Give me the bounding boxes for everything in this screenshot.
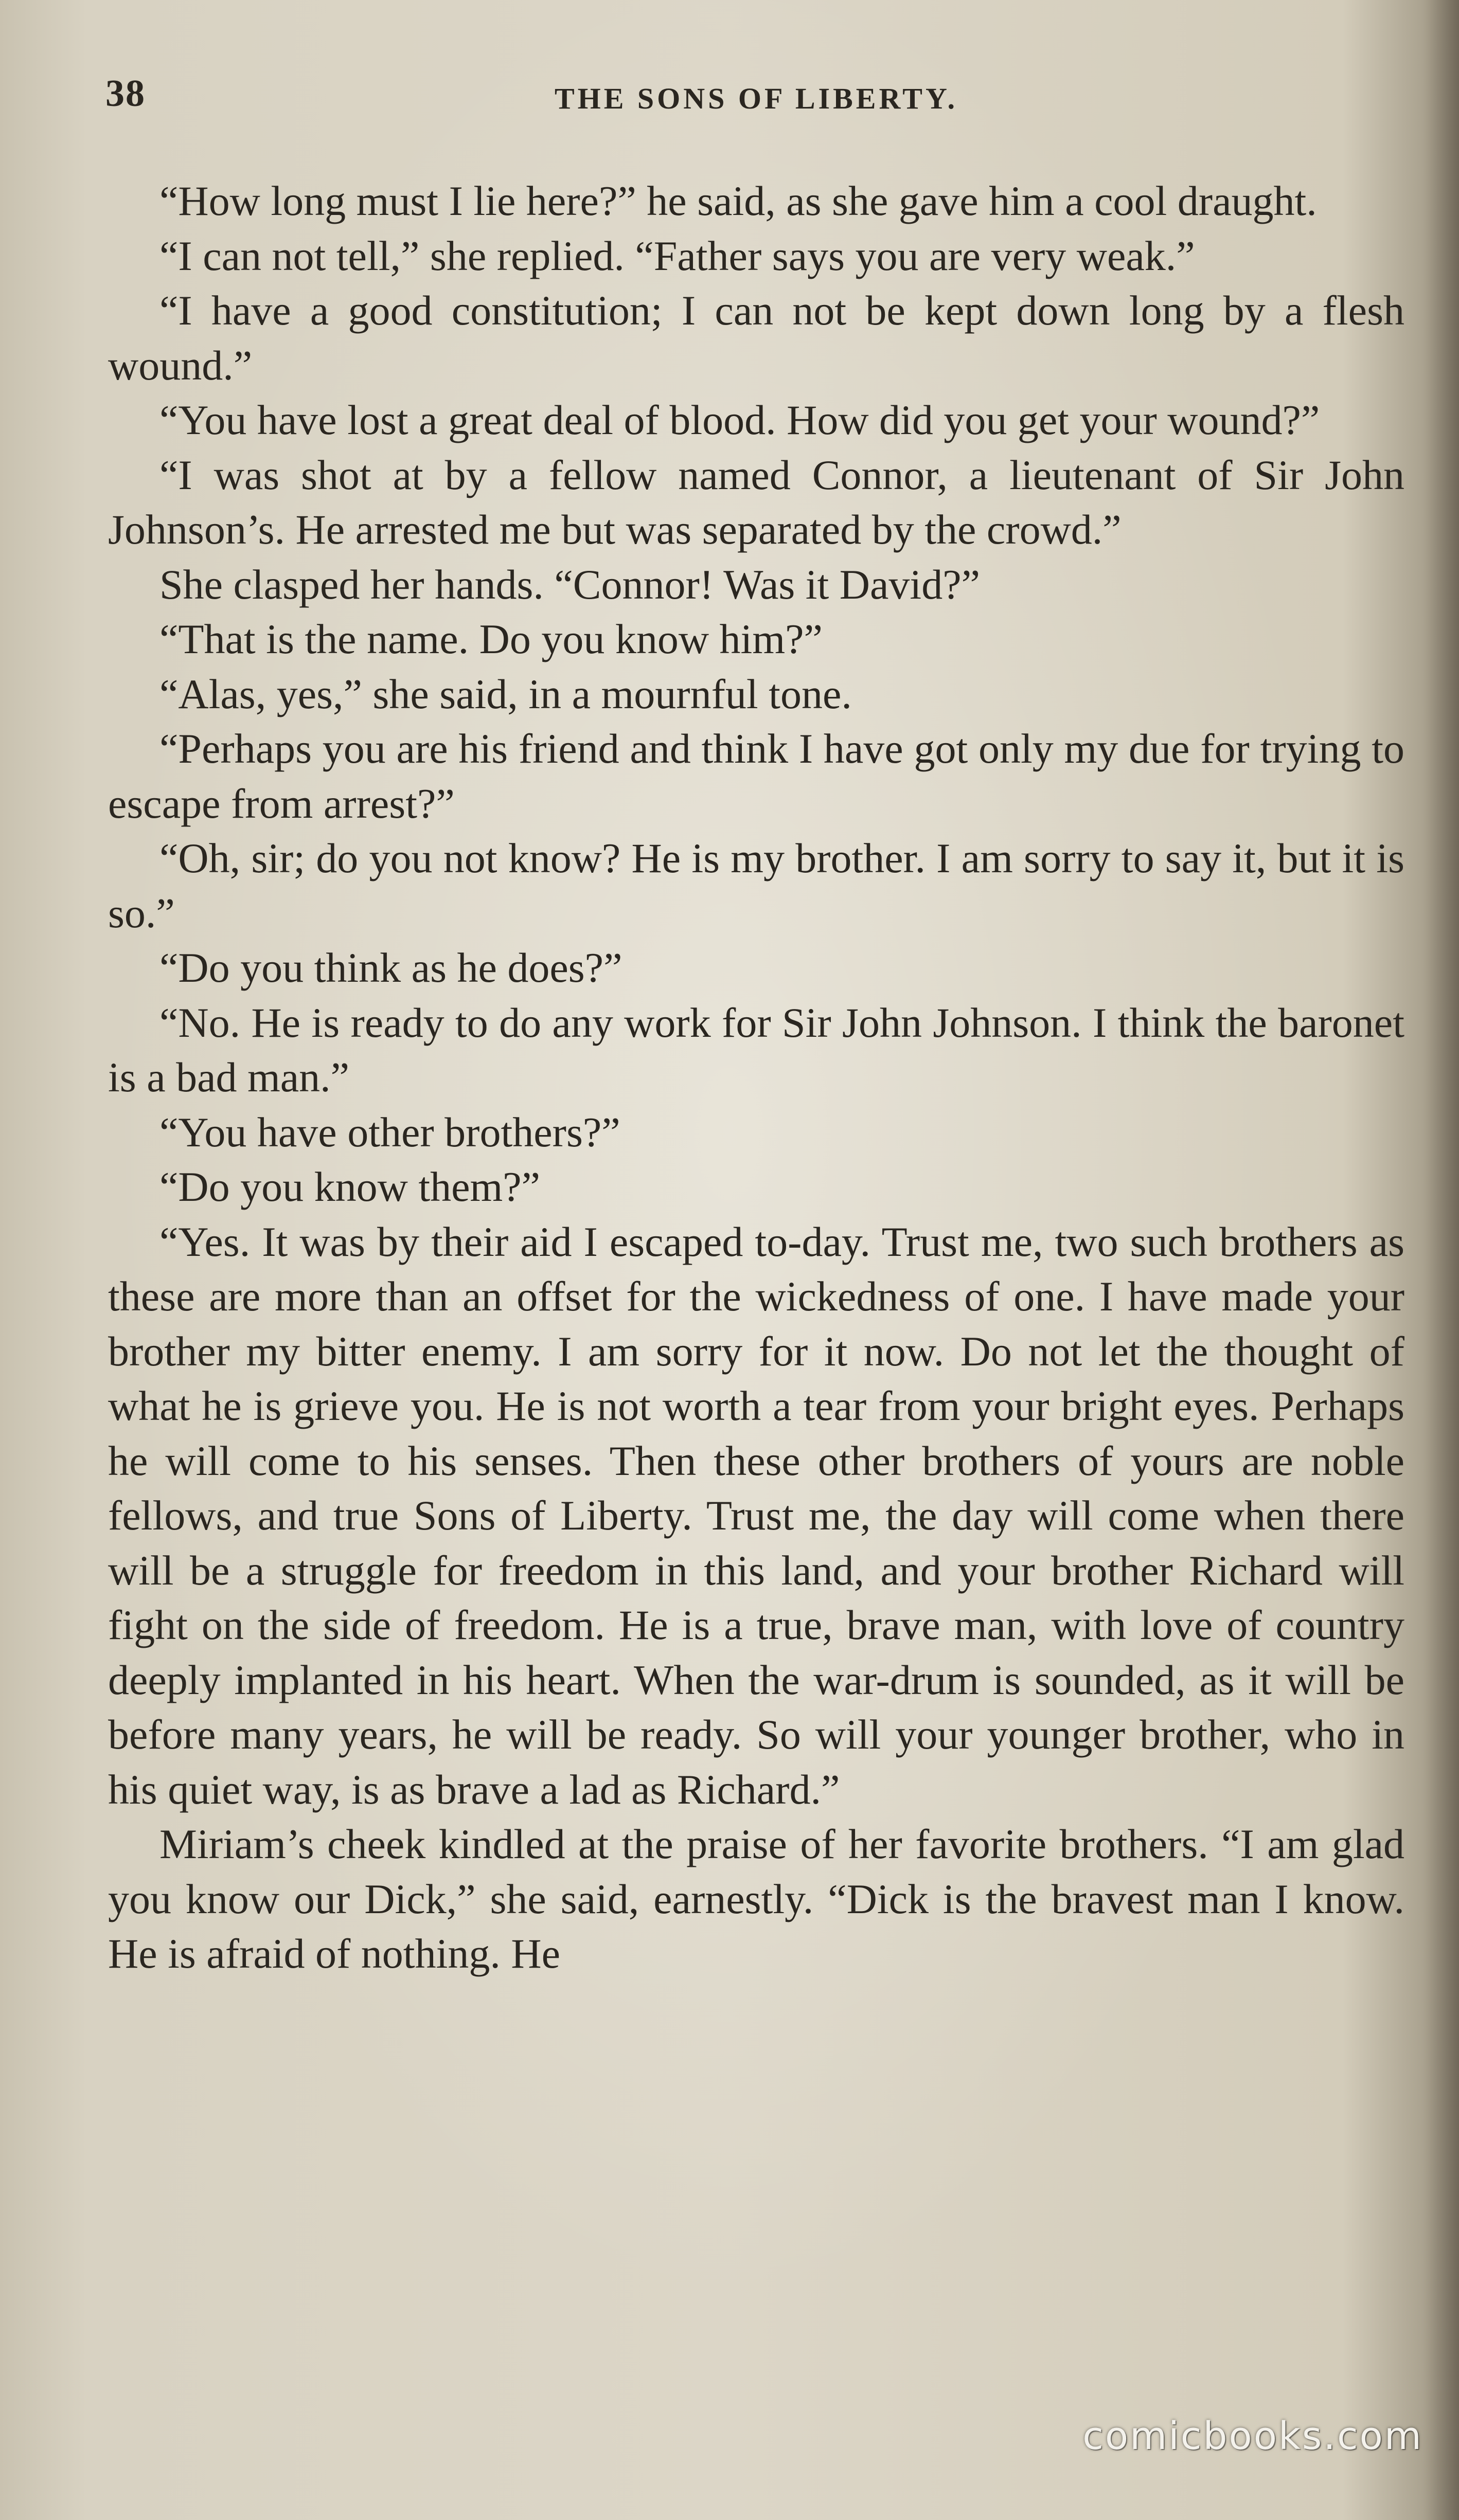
page-header bbox=[105, 67, 1407, 123]
paragraph: “You have other brothers?” bbox=[159, 1108, 620, 1156]
paragraph: She clasped her hands. “Connor! Was it David?” bbox=[159, 561, 980, 608]
paragraph: “Perhaps you are his friend and think I have got only my due for trying to escape from arrest?” bbox=[108, 725, 1404, 827]
paragraph: “Oh, sir; do you not know? He is my brother. I am sorry to say it, but it is so.” bbox=[108, 835, 1404, 937]
page-number: 38 bbox=[105, 73, 146, 115]
paragraph: “You have lost a great deal of blood. How did you get your wound?” bbox=[159, 397, 1320, 443]
paragraph: “That is the name. Do you know him?” bbox=[159, 616, 823, 662]
paragraph: “Do you think as he does?” bbox=[159, 944, 622, 991]
paragraph: “Yes. It was by their aid I escaped to-day. Trust me, two such brothers as these are more than an offset for the wickedness of one. I have made your brother my bitter enemy. I am sorry for it now. Do not let the thought of what he is grieve you. He is not worth a tear from your bright eyes. Perhaps he will come to his senses. Then these other brothers of yours are noble fellows, and true Sons of Liberty. Trust me, the day will come when there will be a struggle for freedom in this land, and your brother Richard will fight on the side of freedom. He is a true, brave man, with love of country deeply implanted in his heart. When the war-drum is sounded, as it will be before many years, he will be ready. So will your younger brother, who in his quiet way, is as brave a lad as Richard.” bbox=[108, 1218, 1404, 1813]
paragraph: “No. He is ready to do any work for Sir John Johnson. I think the baronet is a bad man.” bbox=[108, 999, 1404, 1101]
body-text bbox=[108, 174, 1404, 1982]
paragraph: “I was shot at by a fellow named Connor, a lieutenant of Sir John Johnson’s. He arrested me but was separated by the crowd.” bbox=[108, 451, 1404, 553]
paragraph: “I can not tell,” she replied. “Father says you are very weak.” bbox=[159, 232, 1195, 279]
paragraph: “How long must I lie here?” he said, as she gave him a cool draught. bbox=[159, 177, 1317, 224]
running-head: THE SONS OF LIBERTY. bbox=[554, 82, 958, 115]
paragraph: “I have a good constitution; I can not be kept down long by a flesh wound.” bbox=[108, 287, 1404, 389]
watermark: comicbooks.com bbox=[1082, 2414, 1423, 2458]
paragraph: “Do you know them?” bbox=[159, 1163, 541, 1210]
paragraph: Miriam’s cheek kindled at the praise of her favorite brothers. “I am glad you know our Dick,” she said, earnestly. “Dick is the bravest man I know. He is afraid of nothing. He bbox=[108, 1821, 1404, 1977]
page-edge-shadow bbox=[1423, 0, 1459, 2520]
paragraph: “Alas, yes,” she said, in a mournful tone. bbox=[159, 670, 852, 717]
